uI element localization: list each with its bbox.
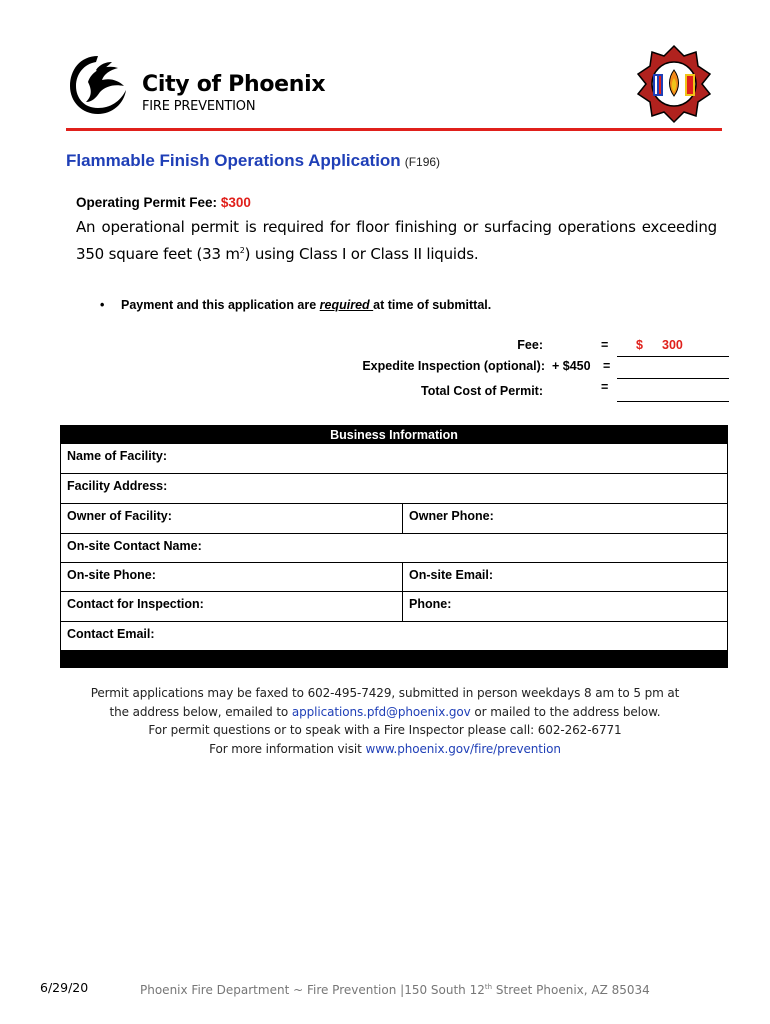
- total-cost-field[interactable]: [617, 401, 729, 402]
- total-cost-label: Total Cost of Permit:: [421, 384, 543, 398]
- description-text-end: ) using Class I or Class II liquids.: [244, 245, 479, 263]
- facility-address-field[interactable]: Facility Address:: [67, 479, 168, 493]
- onsite-contact-name-field[interactable]: On-site Contact Name:: [67, 539, 202, 553]
- address-text-end: Street Phoenix, AZ 85034: [492, 983, 650, 997]
- revision-date: 6/29/20: [40, 980, 89, 995]
- info-line-2-end: or mailed to the address below.: [470, 704, 661, 719]
- notice-text-end: at time of submittal.: [373, 298, 492, 312]
- notice-text: Payment and this application are: [121, 298, 320, 312]
- name-of-facility-field[interactable]: Name of Facility:: [67, 449, 168, 463]
- business-information-heading: Business Information: [61, 426, 727, 444]
- operating-permit-fee: [76, 195, 251, 210]
- row-contact-inspection: [61, 591, 727, 621]
- info-line-4: [60, 740, 710, 759]
- payment-notice: [121, 298, 491, 312]
- cost-fee-dollar: $: [636, 338, 643, 352]
- cost-fee-value: 300: [662, 338, 683, 352]
- phoenix-bird-logo: [66, 52, 130, 118]
- bullet-icon: •: [100, 298, 105, 312]
- department-name: FIRE PREVENTION: [142, 99, 256, 114]
- description-superscript: 2: [239, 246, 245, 255]
- onsite-phone-field[interactable]: On-site Phone:: [61, 563, 403, 591]
- fee-amount: $300: [220, 195, 251, 210]
- form-title-text: Flammable Finish Operations Application: [66, 151, 401, 170]
- address-text: Phoenix Fire Department ~ Fire Prevention |150 South 12: [140, 983, 485, 997]
- inspection-phone-field[interactable]: Phone:: [409, 597, 452, 611]
- notice-emphasis: required: [319, 298, 374, 312]
- form-title: [66, 151, 440, 171]
- row-facility-address: [61, 473, 727, 503]
- row-onsite-contact: [61, 533, 727, 562]
- expedite-label: Expedite Inspection (optional):: [362, 359, 545, 373]
- owner-of-facility-field[interactable]: Owner of Facility:: [61, 504, 403, 533]
- info-line-3: For permit questions or to speak with a Fire Inspector please call: 602-262-6771: [148, 723, 622, 737]
- row-onsite-phone-email: [61, 562, 727, 591]
- cost-fee-equals: =: [601, 338, 609, 352]
- website-link[interactable]: www.phoenix.gov/fire/prevention: [365, 741, 561, 756]
- fee-amount-line: [617, 356, 729, 357]
- contact-for-inspection-field[interactable]: Contact for Inspection:: [61, 592, 403, 621]
- form-code: (F196): [404, 155, 441, 169]
- department-address: [140, 983, 650, 997]
- fire-department-badge-icon: [636, 44, 712, 124]
- contact-email-field[interactable]: Contact Email:: [67, 627, 155, 641]
- city-name: City of Phoenix: [142, 72, 326, 97]
- owner-phone-field[interactable]: Owner Phone:: [409, 509, 494, 523]
- row-contact-email: [61, 621, 727, 650]
- description-text: An operational permit is required for floor finishing or surfacing operations exceeding 350 square feet (33 m: [76, 218, 717, 263]
- table-footer-bar: [61, 650, 727, 667]
- permit-description: [76, 216, 717, 266]
- expedite-equals: =: [603, 359, 611, 373]
- info-line-1: Permit applications may be faxed to 602-495-7429, submitted in person weekdays 8 am to 5 pm at: [90, 686, 680, 700]
- address-superscript: th: [484, 983, 493, 991]
- cost-fee-label: Fee:: [517, 338, 543, 352]
- business-information-table: [60, 425, 728, 668]
- expedite-amount-field[interactable]: [617, 378, 729, 379]
- total-cost-equals: =: [601, 380, 609, 394]
- info-line-2: [60, 703, 710, 722]
- info-line-2-text: the address below, emailed to: [109, 704, 292, 719]
- email-link[interactable]: applications.pfd@phoenix.gov: [291, 704, 471, 719]
- onsite-email-field[interactable]: On-site Email:: [409, 568, 494, 582]
- row-name-of-facility: [61, 444, 727, 473]
- expedite-amount: + $450: [552, 359, 591, 373]
- info-line-4-text: For more information visit: [209, 741, 366, 756]
- row-owner: [61, 503, 727, 533]
- header-divider: [66, 128, 722, 131]
- submission-info: [60, 684, 710, 758]
- fee-label: Operating Permit Fee:: [76, 195, 218, 210]
